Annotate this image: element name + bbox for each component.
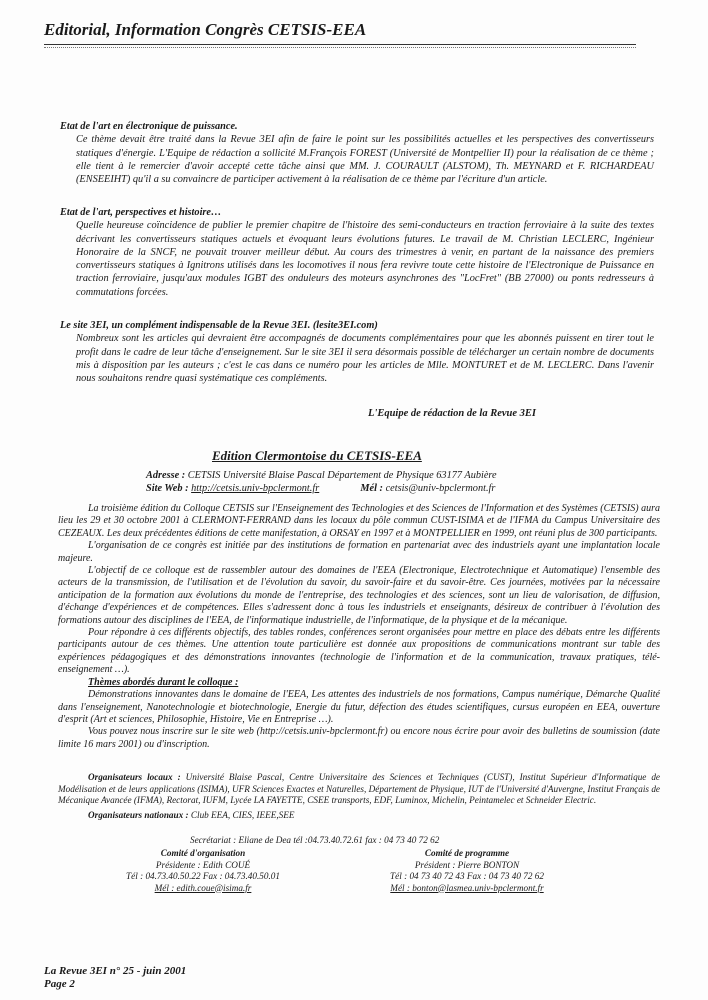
national-organizers bbox=[88, 810, 294, 820]
editorial-section-history bbox=[60, 206, 654, 299]
local-organizers bbox=[58, 772, 660, 807]
secretariat: Secrétariat : Eliane de Dea tél :04.73.40.72.61 fax : 04 73 40 72 62 bbox=[190, 835, 440, 845]
local-organizers-label: Organisateurs locaux : bbox=[88, 772, 181, 782]
committee-title: Comité de programme bbox=[424, 848, 510, 858]
web-link[interactable]: http://cetsis.univ-bpclermont.fr bbox=[191, 483, 320, 494]
mail-label: Mél : bbox=[360, 483, 383, 494]
footer-issue: La Revue 3EI n° 25 - juin 2001 bbox=[44, 965, 187, 977]
section-body: Quelle heureuse coïncidence de publier le premier chapitre de l'histoire des semi-conducteurs en traction ferroviaire à la suite des textes décrivant les convertisseurs statiques actuels et évoquant leurs évolutions futures. Le travail de M. Christian LECLERC, Ingénieur Honoraire de la SNCF, ne pouvait trouver meilleur début. Au cours des trimestres à venir, en partant de la naissance des premiers convertisseurs statiques à Ignitrons utilisés dans les locomotives il nous fera revivre toute cette histoire de l'Electronique de Puissance en traction ferroviaire, jusqu'aux modules IGBT des onduleurs des moteurs asynchrones des "LocFret" (BB 27000) ou ponts redresseurs à commutations forcées. bbox=[76, 220, 654, 298]
committee-phone: Tél : 04 73 40 72 43 Fax : 04 73 40 72 62 bbox=[390, 871, 544, 881]
section-heading: Etat de l'art, perspectives et histoire… bbox=[60, 207, 222, 218]
editorial-section-website bbox=[60, 319, 654, 385]
edition-paragraph: L'organisation de ce congrès est initiée par des institutions de formation en partenariat avec des industriels ayant une implantation locale majeure. bbox=[58, 540, 660, 564]
section-heading: Etat de l'art en électronique de puissance. bbox=[60, 121, 238, 132]
editorial-section-power-electronics bbox=[60, 120, 654, 186]
web-label: Site Web : bbox=[146, 483, 189, 494]
organizing-committee bbox=[98, 848, 308, 894]
edition-title: Edition Clermontoise du CETSIS-EEA bbox=[212, 448, 422, 463]
editorial-signature: L'Equipe de rédaction de la Revue 3EI bbox=[368, 408, 536, 419]
page-footer bbox=[44, 965, 186, 991]
section-body: Ce thème devait être traité dans la Revue 3EI afin de faire le point sur les possibilités actuelles et les perspectives des convertisseurs statiques d'énergie. L'Equipe de rédaction a sollicité M.François FOREST (Université de Montpellier II) pour la réalisation de ce thème ; elle tient à le remercier d'avoir accepté cette tâche ainsi que MM. J. COURAULT (ALSTOM), Th. MEYNARD et F. RICHARDEAU (ENSEEIHT) qu'il a su convaincre de participer activement à la réalisation de ce thème par l'écriture d'un article. bbox=[76, 134, 654, 186]
edition-address bbox=[146, 470, 497, 481]
edition-paragraph: Vous pouvez nous inscrire sur le site web (http://cetsis.univ-bpclermont.fr) ou encore nous écrire pour avoir des bulletins de soumission (date limite 16 mars 2001) ou d'inscription. bbox=[58, 726, 660, 750]
header-rule bbox=[44, 44, 636, 45]
committee-mail[interactable]: Mél : bonton@lasmea.univ-bpclermont.fr bbox=[390, 882, 544, 893]
local-organizers-text: Université Blaise Pascal, Centre Universitaire des Sciences et Techniques (CUST), Institut Supérieur d'Informatique de Modélisation et de leurs applications (ISIMA), UFR Sciences Exactes et Naturelles, Département de Physique, IUT de l'Université d'Auvergne, Institut Français de Mécanique Avancée (IFMA), Rectorat, IUFM, Lycée LA FAYETTE, CSEE transports, EDF, Luminox, Michelin, Peintamelec et Schneider Electric. bbox=[58, 772, 661, 805]
committee-title: Comité d'organisation bbox=[160, 848, 246, 858]
section-heading: Le site 3EI, un complément indispensable de la Revue 3EI. (lesite3EI.com) bbox=[60, 320, 378, 331]
edition-paragraph: Pour répondre à ces différents objectifs, des tables rondes, conférences seront organisées pour mettre en place des débats entre les différents participants autour de ces thèmes. Une attention toute particulière est donnée aux propositions de communications montrant sur table des expériences pédagogiques et des démonstrations innovantes (technologie de l'information et de la communication, travaux pratiques, télé-enseignement …). bbox=[58, 627, 660, 676]
edition-contact bbox=[146, 483, 495, 494]
edition-body bbox=[58, 503, 660, 751]
program-committee bbox=[362, 848, 572, 894]
mail-text: cetsis@univ-bpclermont.fr bbox=[385, 483, 496, 494]
address-label: Adresse : bbox=[146, 470, 186, 481]
committee-phone: Tél : 04.73.40.50.22 Fax : 04.73.40.50.01 bbox=[126, 871, 280, 881]
edition-paragraph: L'objectif de ce colloque est de rassembler autour des domaines de l'EEA (Electronique, Electrotechnique et Automatique) l'ensemble des acteurs de la transmission, de l'utilisation et de l'évolution du savoir, du savoir-faire et du savoir-être. Ces journées, motivées par la nécessaire anticipation de la formation aux évolutions du monde de l'entreprise, des technologies et des sciences, sont un lieu de valorisation, de diffusion, d'échange d'expériences et de compétences. Elles s'adressent donc à tous les industriels et enseignants, désireux de contribuer à l'évolution des formations autour des disciplines de l'EEA, de l'informatique industrielle, de l'informatique, de la physique et de la mécanique. bbox=[58, 565, 660, 626]
edition-paragraph: Démonstrations innovantes dans le domaine de l'EEA, Les attentes des industriels de nos formations, Campus numérique, Démarche Qualité dans l'enseignement, Nanotechnologie et biotechnologie, Energie du futur, défection des études scientifiques, cursus européen en EEA, ouverture d'esprit (Art et sciences, Philosophie, Histoire, Vie en Entreprise …). bbox=[58, 689, 660, 725]
page-header-title: Editorial, Information Congrès CETSIS-EEA bbox=[44, 20, 367, 39]
address-text: CETSIS Université Blaise Pascal Département de Physique 63177 Aubière bbox=[187, 470, 497, 481]
national-organizers-text: Club EEA, CIES, IEEE,SEE bbox=[190, 810, 295, 820]
footer-page: Page 2 bbox=[44, 978, 75, 990]
national-organizers-label: Organisateurs nationaux : bbox=[88, 810, 189, 820]
committee-mail[interactable]: Mél : edith.coue@isima.fr bbox=[154, 882, 252, 893]
edition-paragraph: La troisième édition du Colloque CETSIS sur l'Enseignement des Technologies et des Sciences de l'Information et des Systèmes (CETSIS) aura lieu les 29 et 30 octobre 2001 à CLERMONT-FERRAND dans les locaux du pôle commun CUST-ISIMA et de l'IFMA du Campus Universitaire des CEZEAUX. Les deux précédentes éditions de cette manifestation, à ORSAY en 1997 et à MONTPELLIER en 1999, ont réuni plus de 300 participants. bbox=[58, 503, 660, 539]
committee-president: Présidente : Edith COUÉ bbox=[155, 859, 251, 870]
committee-president: Président : Pierre BONTON bbox=[414, 859, 520, 870]
header-rule-dotted bbox=[44, 47, 636, 48]
themes-heading: Thèmes abordés durant le colloque : bbox=[88, 676, 239, 688]
section-body: Nombreux sont les articles qui devraient être accompagnés de documents complémentaires pour que les abonnés puissent en tirer tout le profit dans le cadre de leur tâche d'enseignement. Sur le site 3EI il sera désormais possible de télécharger un certain nombre de documents mis à disposition par les auteurs ; c'est le cas dans ce numéro pour les articles de Mlle. MONTURET et de M. LECLERC. Dans l'avenir nous souhaitons rendre quasi systématique ces compléments. bbox=[76, 333, 654, 385]
